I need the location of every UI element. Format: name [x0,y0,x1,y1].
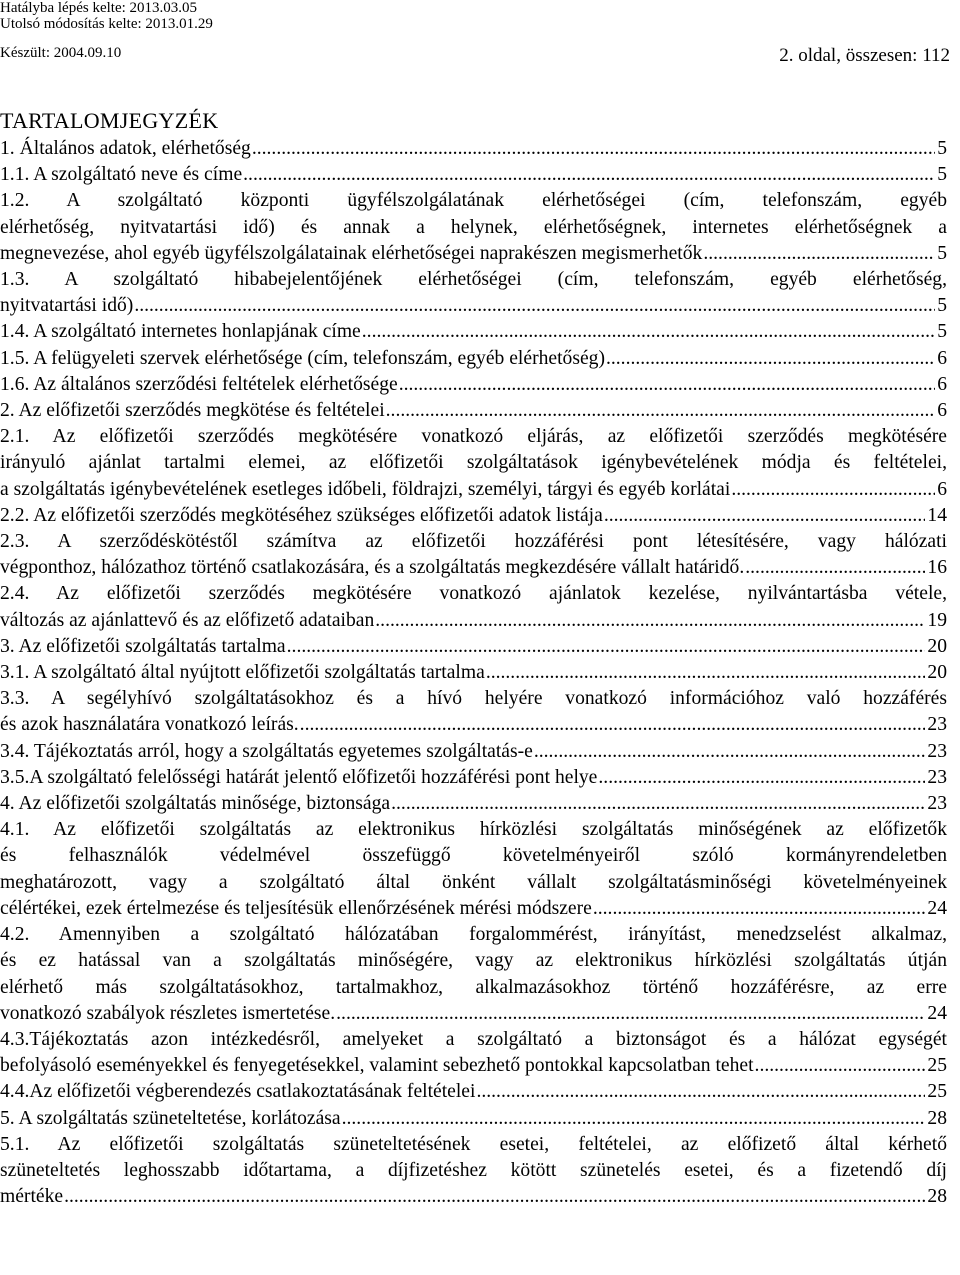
toc-entry-line: 2.1. Az előfizetői szerződés megkötésére vonatkozó eljárás, az előfizetői szerződés megkötésére [0,426,947,448]
document-header [0,0,960,32]
toc-entry-text: megnevezése, ahol egyéb ügyfélszolgálatainak elérhetőségei naprakészen megismerhetők [0,242,703,264]
toc-entry-line: és felhasználók védelmével összefüggő követelményeiről szóló kormányrendeletben [0,845,947,867]
toc-entry-text: 2.2. Az előfizetői szerződés megkötéséhez szükséges előfizetői adatok listája [0,504,603,526]
toc-entry-text: 4. Az előfizetői szolgáltatás minősége, biztonsága [0,793,391,815]
modified-date: Utolsó módosítás kelte: 2013.01.29 [0,16,213,32]
toc-entry-text: mértéke [0,1186,64,1208]
toc-entry-text: és azok használatára vonatkozó leírás. [0,714,299,736]
dot-leader [390,791,925,817]
toc-page-number: 23 [927,793,947,815]
dot-leader [299,712,926,738]
effective-date: Hatályba lépés kelte: 2013.03.05 [0,0,198,16]
toc-page-number: 23 [927,766,947,788]
toc-entry[interactable] [0,424,947,503]
toc-entry-line: 2.3. A szerződéskötéstől számítva az előfizetői hozzáférési pont létesítésére, vagy hálózati [0,531,947,553]
toc-entry-text: 1.6. Az általános szerződési feltételek elérhetősége [0,373,398,395]
toc-page-number: 23 [927,740,947,762]
toc-entry[interactable] [0,1106,947,1132]
table-of-contents [0,136,947,1210]
toc-entry[interactable] [0,686,947,738]
toc-page-number: 5 [937,321,947,343]
toc-entry-line: 1.3. A szolgáltató hibabejelentőjének elérhetőségei (cím, telefonszám, egyéb elérhetőség, [0,269,947,291]
dot-leader [398,372,936,398]
toc-page-number: 25 [927,1081,947,1103]
dot-leader [592,896,926,922]
toc-entry[interactable] [0,346,947,372]
toc-page-number: 5 [937,242,947,264]
dot-leader [702,241,935,267]
toc-entry-text: befolyásoló eseményekkel és fenyegetésekkel, valamint sebezhető pontokkal kapcsolatban tehet [0,1055,754,1077]
dot-leader [385,398,936,424]
dot-leader [485,660,926,686]
dot-leader [341,1106,926,1132]
toc-entry-text: 1.1. A szolgáltató neve és címe [0,164,243,186]
toc-entry-line: 4.3.Tájékoztatás azon intézkedésről, amelyeket a szolgáltató a biztonságot és a hálózat egységét [0,1028,947,1050]
dot-leader [475,1079,925,1105]
toc-entry[interactable] [0,1079,947,1105]
toc-page-number: 23 [927,714,947,736]
dot-leader [754,1053,926,1079]
toc-entry-text: vonatkozó szabályok részletes ismertetése. [0,1002,336,1024]
toc-entry-line: 5.1. Az előfizetői szolgáltatás szüneteltetésének esetei, feltételei, az előfizető által kérhető [0,1133,947,1155]
toc-entry[interactable] [0,660,947,686]
toc-title: TARTALOMJEGYZÉK [0,108,219,133]
toc-entry[interactable] [0,634,947,660]
toc-page-number: 6 [937,478,947,500]
dot-leader [242,162,935,188]
toc-entry-text: 2. Az előfizetői szerződés megkötése és feltételei [0,400,385,422]
toc-entry[interactable] [0,765,947,791]
toc-entry[interactable] [0,817,947,922]
toc-entry-line: meghatározott, vagy a szolgáltató által önként vállalt szolgáltatásminőségi követelményeinek [0,871,947,893]
dot-leader [133,293,935,319]
toc-entry-line: szüneteltetés leghosszabb időtartama, a díjfizetéshez kötött szünetelés esetei, és a fizetendő díj [0,1159,947,1181]
toc-page-number: 5 [937,138,947,159]
dot-leader [251,136,935,162]
toc-page-number: 6 [937,373,947,395]
toc-entry-line: 4.2. Amennyiben a szolgáltató hálózatában forgalommérést, irányítást, menedzselést alkalmaz, [0,924,947,946]
toc-entry-line: elérhetőség, nyitvatartási idő) és annak a helynek, elérhetőségnek, internetes elérhetőségnek a [0,216,947,238]
toc-page-number: 5 [937,295,947,317]
toc-entry[interactable] [0,267,947,319]
toc-entry[interactable] [0,922,947,1027]
toc-entry[interactable] [0,162,947,188]
dot-leader [63,1184,925,1210]
toc-entry-text: 5. A szolgáltatás szüneteltetése, korlátozása [0,1107,341,1129]
toc-entry-text: 4.4.Az előfizetői végberendezés csatlakoztatásának feltételei [0,1081,476,1103]
toc-entry[interactable] [0,739,947,765]
dot-leader [335,1001,925,1027]
toc-entry-line: és ez hatással van a szolgáltatás minőségére, vagy az elektronikus hírközlési szolgáltatás útján [0,950,947,972]
toc-page-number: 6 [937,400,947,422]
toc-entry-text: 3.5.A szolgáltató felelősségi határát jelentő előfizetői hozzáférési pont helye [0,766,598,788]
toc-entry-text: változás az ajánlattevő és az előfizető adataiban [0,609,375,631]
toc-entry[interactable] [0,529,947,581]
toc-entry[interactable] [0,372,947,398]
toc-entry[interactable] [0,319,947,345]
toc-entry-line: elérhető más szolgáltatásokhoz, tartalmakhoz, alkalmazásokhoz történő hozzáférésre, az erre [0,976,947,998]
dot-leader [533,739,926,765]
toc-entry[interactable] [0,398,947,424]
toc-entry[interactable] [0,791,947,817]
dot-leader [286,634,926,660]
toc-page-number: 28 [927,1107,947,1129]
dot-leader [730,477,935,503]
toc-entry-line: 1.2. A szolgáltató központi ügyfélszolgálatának elérhetőségei (cím, telefonszám, egyéb [0,190,947,212]
toc-page-number: 5 [937,164,947,186]
toc-entry-text: végponthoz, hálózathoz történő csatlakozására, és a szolgáltatás megkezdésére vállalt határidő. [0,557,745,579]
toc-entry-text: 1.4. A szolgáltató internetes honlapjának címe [0,321,361,343]
toc-entry-text: 3.4. Tájékoztatás arról, hogy a szolgáltatás egyetemes szolgáltatás-e [0,740,533,762]
toc-entry-line: 4.1. Az előfizetői szolgáltatás az elektronikus hírközlési szolgáltatás minőségének az előfizetők [0,819,947,841]
toc-entry-line: irányuló ajánlat tartalmi elemei, az előfizetői szolgáltatások igénybevételének módja és feltételei, [0,452,947,474]
dot-leader [744,555,925,581]
toc-entry-text: célértékei, ezek értelmezése és teljesítésük ellenőrzésének mérési módszere [0,897,592,919]
toc-entry[interactable] [0,188,947,267]
toc-page-number: 20 [927,662,947,684]
created-date: Készült: 2004.09.10 [0,45,122,61]
toc-entry-text: 3. Az előfizetői szolgáltatás tartalma [0,635,286,657]
toc-page-number: 25 [927,1055,947,1077]
dot-leader [361,319,935,345]
toc-entry[interactable] [0,1027,947,1079]
toc-page-number: 14 [927,504,947,526]
dot-leader [597,765,925,791]
toc-page-number: 16 [927,557,947,579]
toc-entry[interactable] [0,136,947,162]
toc-entry-line: 2.4. Az előfizetői szerződés megkötésére vonatkozó ajánlatok kezelése, nyilvántartásba vétele, [0,583,947,605]
page-info: 2. oldal, összesen: 112 [779,45,950,66]
toc-entry[interactable] [0,503,947,529]
toc-entry-line: 3.3. A segélyhívó szolgáltatásokhoz és a hívó helyére vonatkozó információhoz való hozzáférés [0,688,947,710]
toc-entry-text: nyitvatartási idő) [0,295,134,317]
toc-page-number: 24 [927,897,947,919]
toc-entry-text: a szolgáltatás igénybevételének esetleges időbeli, földrajzi, személyi, tárgyi és egyéb korlátai [0,478,731,500]
toc-page-number: 6 [937,347,947,369]
toc-entry-text: 1. Általános adatok, elérhetőség [0,138,251,159]
toc-page-number: 28 [927,1186,947,1208]
toc-page-number: 24 [927,1002,947,1024]
toc-entry-text: 3.1. A szolgáltató által nyújtott előfizetői szolgáltatás tartalma [0,662,485,684]
toc-entry[interactable] [0,1132,947,1211]
toc-entry[interactable] [0,581,947,633]
toc-page-number: 20 [927,635,947,657]
toc-entry-text: 1.5. A felügyeleti szervek elérhetősége (cím, telefonszám, egyéb elérhetőség) [0,347,605,369]
dot-leader [605,346,935,372]
toc-page-number: 19 [927,609,947,631]
dot-leader [374,608,925,634]
dot-leader [603,503,926,529]
